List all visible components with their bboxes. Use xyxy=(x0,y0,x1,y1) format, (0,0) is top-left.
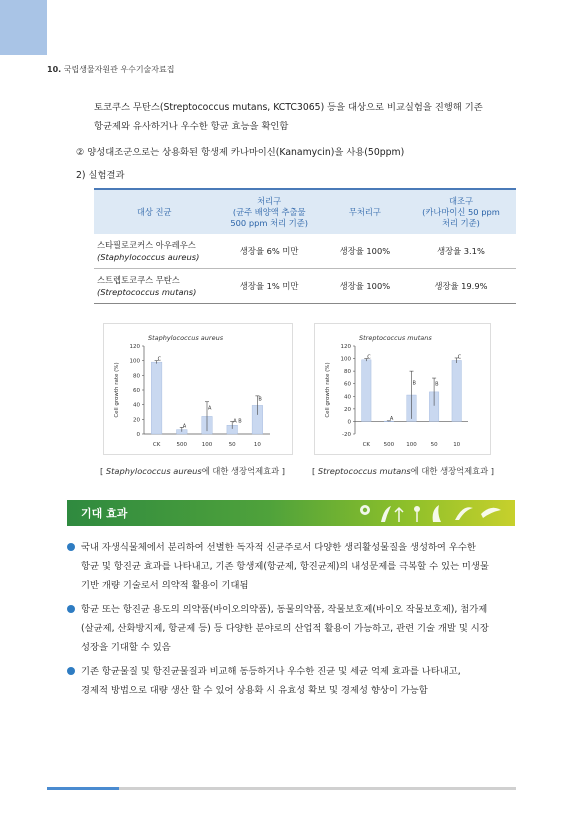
y-tick-label: 80 xyxy=(344,369,351,376)
significance-letter: B xyxy=(258,396,262,403)
y-tick-label: 40 xyxy=(133,402,140,409)
page-header: 10. 국립생물자원관 우수기술자료집 xyxy=(47,65,175,74)
x-tick-label: 500 xyxy=(176,442,188,448)
page-number: 10 xyxy=(47,65,59,74)
chart-staphylococcus xyxy=(104,324,292,454)
col-header-treated: 처리구 (균주 배양액 추출물 500 ppm 처리 기준) xyxy=(214,189,324,234)
col-header-control: 대조구 (카나마이신 50 ppm 처리 기준) xyxy=(406,189,516,234)
col-header-target: 대상 진균 xyxy=(94,189,214,234)
x-tick-label: 500 xyxy=(383,442,395,448)
section-heading-results: 2) 실험결과 xyxy=(76,170,125,181)
y-tick-label: 100 xyxy=(129,358,140,365)
col-header-untreated: 무처리구 xyxy=(324,189,406,234)
caption-staph: [ Staphylococcus aureus에 대한 생장억제효과 ] xyxy=(100,466,286,476)
intro-line-2: 항균제와 유사하거나 우수한 항균 효능을 확인함 xyxy=(94,121,289,132)
row-name: 스트렙토코쿠스 무탄스 (Streptococcus mutans) xyxy=(94,269,214,304)
bullet-item-2: 항균 또는 항진균 용도의 의약품(바이오의약품), 동물의약품, 작물보호제(바이오 작물보호제), 첨가제 (살균제, 산화방지제, 항균제 등) 등 다양한 분야로의 산업적 활용이 가능하고, 관련 기술 개발 및 시장 성장을 기대할 수 있음 xyxy=(67,600,517,657)
chart-title: Staphylococcus aureus xyxy=(148,334,224,342)
significance-letter: B xyxy=(412,380,416,387)
cell-treated: 생장율 1% 미만 xyxy=(214,269,324,304)
document-title: 국립생물자원관 우수기술자료집 xyxy=(63,65,175,74)
bar xyxy=(151,362,162,434)
bullet-item-1: 국내 자생식물체에서 분리하여 선별한 독자적 신균주로서 다양한 생리활성물질을 생성하여 우수한 항균 및 항진균 효과를 나타내고, 기존 항생제(항균제, 항진균제)의 내성문제를 극복할 수 있는 미생물 기반 개량 기술로서 의약적 활용이 기대됨 xyxy=(67,538,517,595)
x-tick-label: 50 xyxy=(430,442,438,448)
intro-line-3: ② 양성대조군으로는 상용화된 항생제 카나마이신(Kanamycin)을 사용(50ppm) xyxy=(76,147,405,158)
significance-letter: C xyxy=(157,356,162,363)
y-tick-label: 0 xyxy=(136,432,140,438)
y-axis-label: Cell growth rate (%) xyxy=(114,362,120,418)
x-tick-label: 50 xyxy=(228,442,236,448)
y-tick-label: 20 xyxy=(133,417,140,424)
y-axis-label: Cell growth rate (%) xyxy=(325,362,331,418)
cell-treated: 생장율 6% 미만 xyxy=(214,234,324,269)
y-tick-label: -20 xyxy=(342,432,351,438)
table-header-row xyxy=(94,189,516,234)
bar xyxy=(452,360,461,421)
x-tick-label: 100 xyxy=(201,442,213,448)
expected-effects-banner xyxy=(67,500,515,526)
significance-letter: A xyxy=(182,423,187,430)
bullet-dot-icon xyxy=(67,543,75,551)
significance-letter: C xyxy=(457,354,462,361)
y-tick-label: 60 xyxy=(133,388,140,394)
x-tick-label: 10 xyxy=(253,442,261,448)
y-tick-label: 120 xyxy=(129,344,140,350)
table-row xyxy=(94,234,516,269)
cell-control: 생장율 3.1% xyxy=(406,234,516,269)
results-table xyxy=(94,188,516,304)
bullet-dot-icon xyxy=(67,667,75,675)
bar xyxy=(362,360,371,422)
banner-title: 기대 효과 xyxy=(81,507,128,520)
y-tick-label: 20 xyxy=(344,406,351,413)
table-row xyxy=(94,269,516,304)
significance-letter: A xyxy=(389,415,394,422)
cell-control: 생장율 19.9% xyxy=(406,269,516,304)
y-tick-label: 60 xyxy=(344,381,351,388)
footer-bar xyxy=(47,787,516,790)
chart-title: Streptococcus mutans xyxy=(359,334,432,342)
intro-line-1: 토코쿠스 무탄스(Streptococcus mutans, KCTC3065) 등을 대상으로 비교실험을 진행해 기존 xyxy=(94,102,483,113)
significance-letter: A xyxy=(208,405,212,412)
chart-streptococcus xyxy=(315,324,490,454)
y-tick-label: 0 xyxy=(347,419,351,426)
corner-decoration xyxy=(0,0,47,55)
cell-untreated: 생장율 100% xyxy=(324,269,406,304)
bullet-dot-icon xyxy=(67,605,75,613)
y-tick-label: 100 xyxy=(340,356,351,363)
x-tick-label: CK xyxy=(362,442,371,448)
nature-icons-decoration xyxy=(351,500,511,526)
caption-strep: [ Streptococcus mutans에 대한 생장억제효과 ] xyxy=(312,466,495,476)
x-tick-label: 100 xyxy=(406,442,417,448)
row-name: 스타필로코커스 아우레우스 (Staphylococcus aureus) xyxy=(94,234,214,269)
cell-untreated: 생장율 100% xyxy=(324,234,406,269)
y-tick-label: 40 xyxy=(344,394,351,401)
significance-letter: C xyxy=(367,354,371,361)
chart-staph-box xyxy=(103,323,293,455)
y-tick-label: 80 xyxy=(133,373,140,380)
x-tick-label: CK xyxy=(152,442,161,448)
x-tick-label: 10 xyxy=(453,442,461,448)
y-tick-label: 120 xyxy=(340,344,351,350)
significance-letter: B xyxy=(435,381,439,388)
chart-strep-box xyxy=(314,323,491,455)
bullet-item-3: 기존 항균물질 및 항진균물질과 비교해 동등하거나 우수한 진균 및 세균 억제 효과를 나타내고, 경제적 방법으로 대량 생산 할 수 있어 상용화 시 유효성 확보 및 경제성 향상이 가능함 xyxy=(67,662,517,700)
significance-letter: A B xyxy=(233,418,242,425)
